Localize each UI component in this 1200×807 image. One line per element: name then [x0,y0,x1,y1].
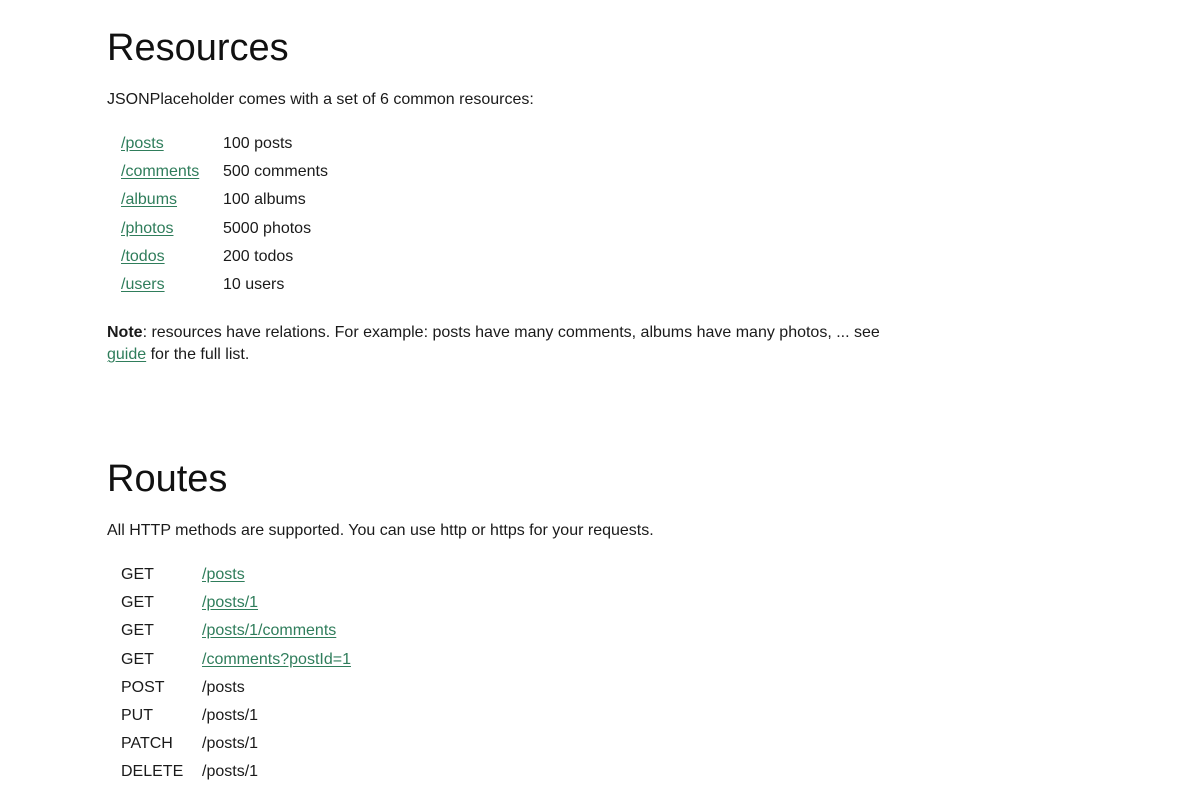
resource-link-photos[interactable]: /photos [121,219,174,237]
route-path: /posts/1 [202,707,259,725]
table-row [107,158,328,186]
table-row [107,561,351,589]
table-row [107,271,328,299]
route-method: DELETE [121,763,184,781]
table-row [107,243,328,271]
resources-table [107,130,328,299]
resource-count: 5000 photos [223,219,312,237]
resource-link-users[interactable]: /users [121,276,165,294]
relations-note [107,322,907,366]
resource-count: 100 albums [223,191,306,209]
table-row [107,758,351,786]
resources-intro: JSONPlaceholder comes with a set of 6 common resources: [107,91,534,108]
table-row [107,215,328,243]
resource-link-posts[interactable]: /posts [121,135,164,153]
route-path: /posts/1 [202,763,259,781]
table-row [107,674,351,702]
route-method: PATCH [121,735,173,753]
route-method: GET [121,650,154,668]
resource-count: 200 todos [223,247,294,265]
resource-count: 10 users [223,276,285,294]
resources-section [107,20,927,366]
route-link[interactable]: /posts/1/comments [202,622,337,640]
table-row [107,730,351,758]
route-link[interactable]: /posts [202,566,245,584]
route-link[interactable]: /comments?postId=1 [202,650,351,668]
route-method: GET [121,566,154,584]
table-row [107,589,351,617]
resource-count: 500 comments [223,163,328,181]
resource-link-comments[interactable]: /comments [121,163,200,181]
resource-count: 100 posts [223,135,293,153]
routes-section [107,451,927,787]
table-row [107,646,351,674]
note-label: Note [107,324,143,342]
routes-intro: All HTTP methods are supported. You can use http or https for your requests. [107,522,654,539]
routes-heading: Routes [107,458,228,500]
route-method: GET [121,594,154,612]
resource-link-todos[interactable]: /todos [121,247,165,265]
route-method: PUT [121,707,153,725]
note-text: : resources have relations. For example: posts have many comments, albums have many photos, ... see [142,324,880,342]
route-link[interactable]: /posts/1 [202,594,259,612]
resource-link-albums[interactable]: /albums [121,191,178,209]
table-row [107,617,351,645]
route-path: /posts [202,678,245,696]
table-row [107,702,351,730]
table-row [107,186,328,214]
route-method: GET [121,622,154,640]
routes-table [107,561,351,787]
note-text-end: for the full list. [146,346,250,364]
resources-heading: Resources [107,27,289,69]
table-row [107,130,328,158]
route-path: /posts/1 [202,735,259,753]
guide-link[interactable]: guide [107,346,147,364]
route-method: POST [121,678,165,696]
